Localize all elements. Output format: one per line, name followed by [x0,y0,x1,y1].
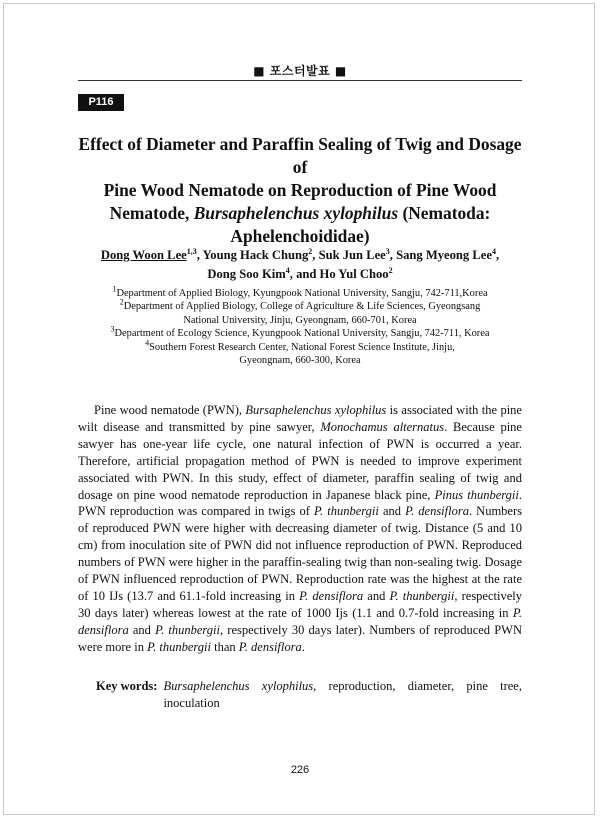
affiliation-mark: 2 [119,297,124,307]
author-line-1 [78,246,522,265]
abstract-text: and [363,588,390,603]
affiliation-text: Southern Forest Research Center, National Forest Science Institute, Jinju, [149,341,455,353]
author-separator: , [312,248,319,262]
title-text: Nematode, [109,203,194,223]
abstract-text: . Because pine sawyer has one-year life cycle, one natural infection of PWN is occurred a year. Therefore, artificial propagation method of PWN is needed to improve experiment associated with PWN. In this study, effect of diameter, paraffin sealing of twig and dosage on pine wood nematode reproduction in Japanese black pine, [78,419,522,502]
title-line-2: Pine Wood Nematode on Reproduction of Pine Wood [103,180,497,200]
keywords-text [163,678,522,712]
abstract-text: and [378,504,406,519]
abstract-paragraph [78,402,522,656]
species-name: P. thunbergii [314,504,379,519]
affiliation-list [78,284,522,367]
title-species-name: Bursaphelenchus xylophilus [193,203,399,223]
keywords-label: Key words: [96,679,158,693]
affiliation-text: Department of Applied Biology, Kyungpook National University, Sangju, 742-711,Korea [116,288,488,299]
abstract-text: than [210,639,239,654]
section-header: ■ 포스터발표 ■ [253,64,347,78]
author-name: Dong Soo Kim [207,267,286,281]
page-number: 226 [290,764,310,776]
title-text: (Nematoda: [398,203,491,223]
author-affiliation-mark: 2 [388,265,393,275]
author-name: Dong Woon Lee [100,248,187,262]
author-separator: , and [289,267,320,281]
affiliation-line [78,284,522,300]
abstract-text: . Numbers of reproduced PWN were higher with decreasing diameter of twig. Distance (5 and 10 cm) from inoculation site of PWN did not influence reproduction of PWN. Reproduced numbers of PWN were higher in the paraffin-sealing twig than non-sealing twig. Dosage of PWN influenced reproduction of PWN. Reproduction rate was the highest at the rate of 10 IJs (13.7 and 61.1-fold increasing in [78,504,522,603]
species-name: P. densiflora [238,639,302,654]
header-rule [78,80,522,81]
affiliation-line [78,354,522,367]
species-name: P. densiflora [78,605,522,637]
abstract-text: is associated with the pine wilt disease and transmitted by pine sawyer, [78,403,522,434]
affiliation-text: Department of Ecology Science, Kyungpook National University, Sangju, 742-711, Korea [114,328,490,340]
affiliation-text: Gyeongnam, 660-300, Korea [239,355,361,367]
author-separator: , [495,248,500,262]
title-line-1: Effect of Diameter and Paraffin Sealing of Twig and Dosage of [78,134,522,177]
keywords [96,678,522,712]
species-name: P. thunbergii [155,622,221,637]
author-separator: , [389,248,397,262]
species-name: Pinus thunbergii [434,487,519,502]
keyword-species-name: Bursaphelenchus xylophilus, [163,679,317,693]
author-name: Sang Myeong Lee [396,248,492,262]
species-name: P. densiflora [405,504,469,519]
author-name: Ho Yul Choo [319,267,389,281]
author-list [78,246,522,284]
abstract [78,402,522,656]
author-affiliation-mark: 3 [385,246,390,256]
affiliation-text: Department of Applied Biology, College of Agriculture & Life Sciences, Gyeongsang [123,301,481,313]
author-name: Suk Jun Lee [318,248,386,262]
abstract-text: , respectively 30 days later). Numbers of reproduced PWN were more in [78,622,522,654]
author-name: Young Hack Chung [202,248,309,262]
affiliation-line [78,297,522,313]
species-name: Monochamus alternatus [320,419,445,434]
species-name: P. thunbergii [147,639,211,654]
title-line-4: Aphelenchoididae) [230,226,370,246]
abstract-text: and [128,622,156,637]
abstract-text: , respectively 30 days later) whereas lowest at the rate of 1000 Ijs (1.1 and 0.7-fold increasing in [78,588,522,620]
species-name: P. thunbergii [389,588,455,603]
author-affiliation-mark: 4 [491,246,496,256]
poster-id-badge: P116 [78,94,124,111]
affiliation-line [78,338,522,354]
affiliation-text: National University, Jinju, Gyeongnam, 660-701, Korea [183,314,417,326]
affiliation-line [78,314,522,327]
keyword-list: reproduction, diameter, pine tree, inoculation [163,679,522,710]
species-name: Bursaphelenchus xylophilus [245,403,387,417]
abstract-text: . PWN reproduction was compared in twigs of [78,487,523,519]
title-line-3 [78,202,522,225]
author-line-2 [78,265,522,284]
species-name: P. densiflora [299,588,364,603]
author-affiliation-mark: 4 [285,265,290,275]
paper-title [78,133,522,248]
author-separator: , [196,248,203,262]
affiliation-mark: 4 [145,338,150,348]
affiliation-mark: 3 [110,324,115,334]
abstract-text: Pine wood nematode (PWN), [94,403,246,417]
author-affiliation-mark: 2 [308,246,313,256]
abstract-text: . [301,639,305,654]
author-affiliation-mark: 1,3 [186,246,197,256]
affiliation-mark: 1 [112,284,117,294]
